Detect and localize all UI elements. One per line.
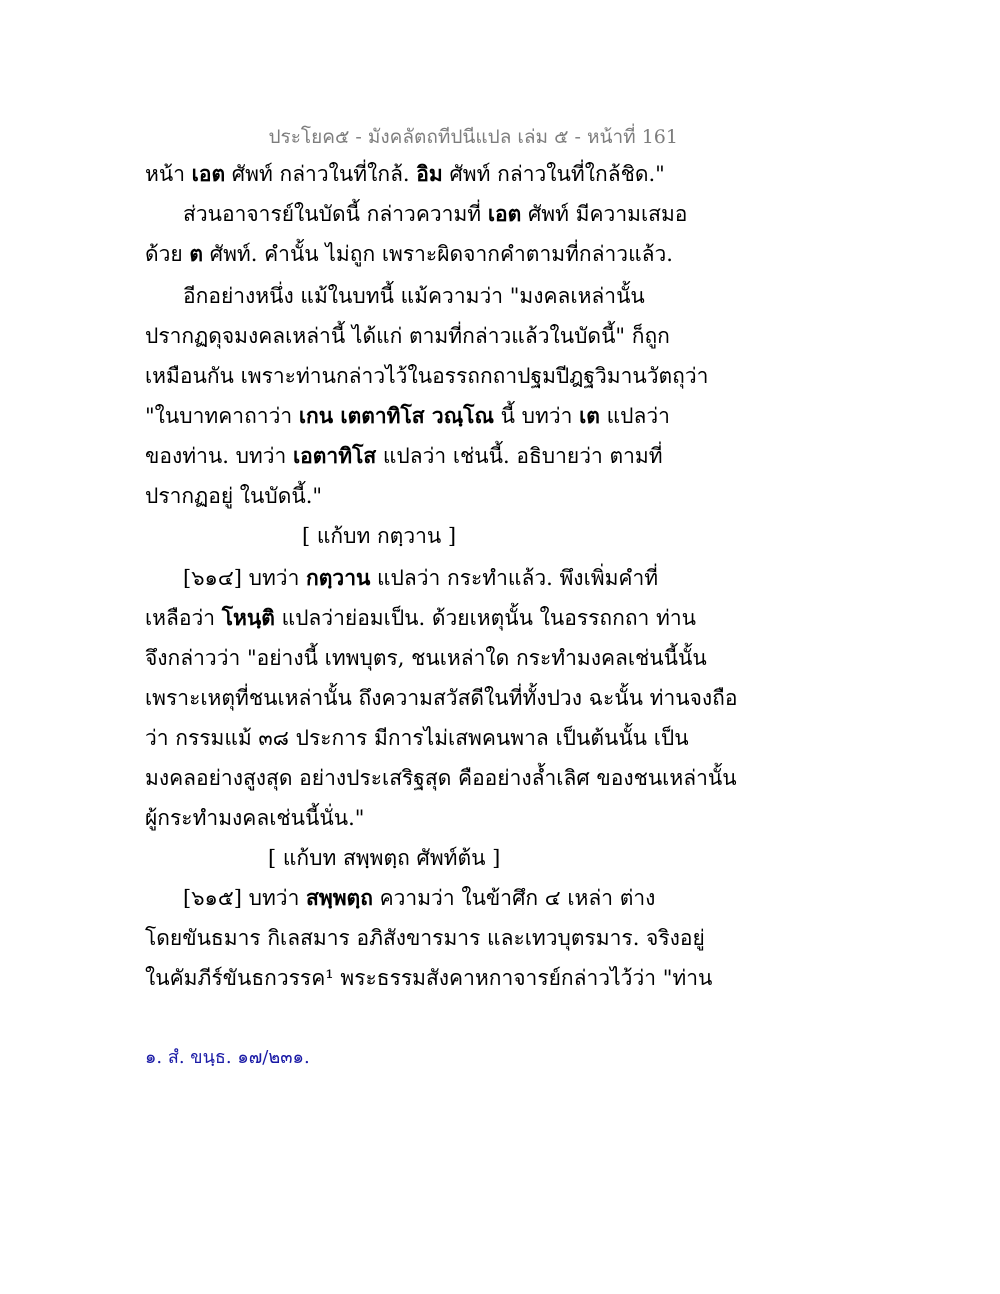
section-heading: [ แก้บท สพฺพตฺถ ศัพท์ต้น ] <box>268 846 501 870</box>
text-line: จึงกล่าวว่า "อย่างนี้ เทพบุตร, ชนเหล่าใด กระทำมงคลเช่นนี้นั้น <box>145 646 707 670</box>
text-line: อีกอย่างหนึ่ง แม้ในบทนี้ แม้ความว่า "มงคลเหล่านั้น <box>183 284 645 308</box>
text-line: โดยขันธมาร กิเลสมาร อภิสังขารมาร และเทวบุตรมาร. จริงอยู่ <box>145 926 705 950</box>
footnote: ๑. สํ. ขนฺธ. ๑๗/๒๓๑. <box>145 1047 310 1068</box>
text-line: หน้า เอต ศัพท์ กล่าวในที่ใกล้. อิม ศัพท์ กล่าวในที่ใกล้ชิด." <box>145 161 665 186</box>
text-line: ด้วย ต ศัพท์. คำนั้น ไม่ถูก เพราะผิดจากคำตามที่กล่าวแล้ว. <box>145 241 673 266</box>
text-line: เหมือนกัน เพราะท่านกล่าวไว้ในอรรถกถาปฐมปีฎฐวิมานวัตถุว่า <box>145 364 709 388</box>
section-heading: [ แก้บท กตฺวาน ] <box>302 524 457 548</box>
text-line: [๖๑๕] บทว่า สพฺพตฺถ ความว่า ในข้าศึก ๔ เหล่า ต่าง <box>183 885 656 910</box>
text-line: เพราะเหตุที่ชนเหล่านั้น ถึงความสวัสดีในที่ทั้งปวง ฉะนั้น ท่านจงถือ <box>145 686 738 710</box>
text-line: ในคัมภีร์ขันธกวรรค¹ พระธรรมสังคาหกาจารย์กล่าวไว้ว่า "ท่าน <box>145 966 713 990</box>
text-line: ผู้กระทำมงคลเช่นนี้นั่น." <box>145 806 365 830</box>
text-line: ปรากฏอยู่ ในบัดนี้." <box>145 484 323 508</box>
text-line: ว่า กรรมแม้ ๓๘ ประการ มีการไม่เสพคนพาล เป็นต้นนั้น เป็น <box>145 726 689 750</box>
page-header: ประโยค๕ - มังคลัตถทีปนีแปล เล่ม ๕ - หน้าที่ 161 <box>268 126 678 148</box>
text-line: มงคลอย่างสูงสุด อย่างประเสริฐสุด คืออย่างล้ำเลิศ ของชนเหล่านั้น <box>145 766 737 790</box>
text-line: "ในบาทคาถาว่า เกน เตตาทิโส วณฺโณ นี้ บทว่า เต แปลว่า <box>145 403 670 428</box>
text-line: ของท่าน. บทว่า เอตาทิโส แปลว่า เช่นนี้. อธิบายว่า ตามที่ <box>145 443 663 468</box>
text-line: [๖๑๔] บทว่า กตฺวาน แปลว่า กระทำแล้ว. พึงเพิ่มคำที่ <box>183 565 659 590</box>
text-line: ปรากฏดุจมงคลเหล่านี้ ได้แก่ ตามที่กล่าวแล้วในบัดนี้" ก็ถูก <box>145 324 670 348</box>
text-line: เหลือว่า โหนฺติ แปลว่าย่อมเป็น. ด้วยเหตุนั้น ในอรรถกถา ท่าน <box>145 605 697 630</box>
text-line: ส่วนอาจารย์ในบัดนี้ กล่าวความที่ เอต ศัพท์ มีความเสมอ <box>183 201 688 226</box>
